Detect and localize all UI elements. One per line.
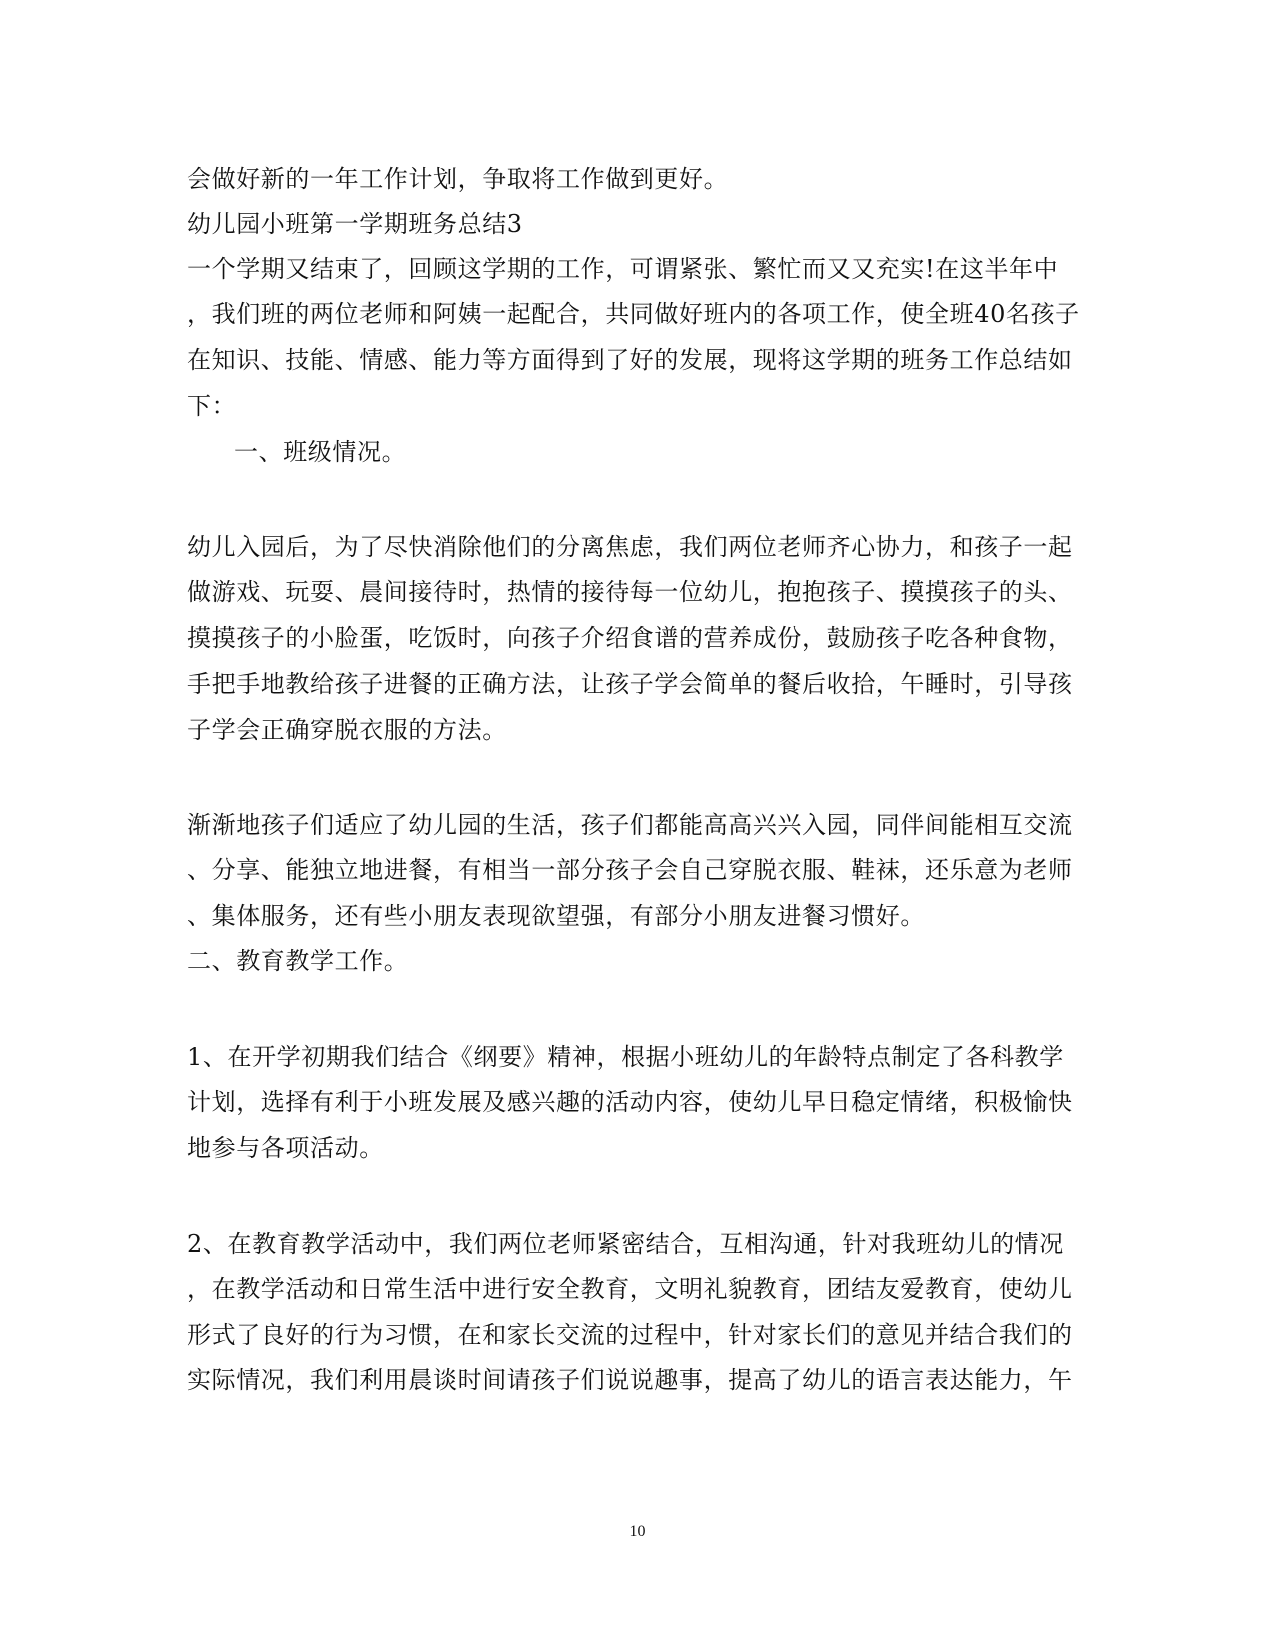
subsection-heading: 一、班级情况。 (234, 438, 407, 466)
text-line: 一个学期又结束了，回顾这学期的工作，可谓紧张、繁忙而又又充实!在这半年中 (187, 255, 1059, 283)
text-line: 会做好新的一年工作计划，争取将工作做到更好。 (187, 165, 729, 193)
text-line: 在知识、技能、情感、能力等方面得到了好的发展，现将这学期的班务工作总结如 (187, 346, 1073, 374)
text-line: 、集体服务，还有些小朋友表现欲望强，有部分小朋友进餐习惯好。 (187, 902, 925, 930)
text-line: 摸摸孩子的小脸蛋，吃饭时，向孩子介绍食谱的营养成份，鼓励孩子吃各种食物， (187, 624, 1073, 652)
page-number: 10 (629, 1523, 646, 1540)
text-line: 实际情况，我们利用晨谈时间请孩子们说说趣事，提高了幼儿的语言表达能力，午 (187, 1366, 1073, 1394)
text-line: 渐渐地孩子们适应了幼儿园的生活，孩子们都能高高兴兴入园，同伴间能相互交流 (187, 811, 1073, 839)
text-line: 幼儿入园后，为了尽快消除他们的分离焦虑，我们两位老师齐心协力，和孩子一起 (187, 533, 1073, 561)
text-line: 2、在教育教学活动中，我们两位老师紧密结合，互相沟通，针对我班幼儿的情况 (187, 1230, 1064, 1258)
text-line: 子学会正确穿脱衣服的方法。 (187, 716, 507, 744)
text-line: ，我们班的两位老师和阿姨一起配合，共同做好班内的各项工作，使全班40名孩子 (187, 300, 1080, 328)
text-line: 形式了良好的行为习惯，在和家长交流的过程中，针对家长们的意见并结合我们的 (187, 1321, 1073, 1349)
text-line: 手把手地教给孩子进餐的正确方法，让孩子学会简单的餐后收拾，午睡时，引导孩 (187, 670, 1073, 698)
text-line: 地参与各项活动。 (187, 1134, 384, 1162)
subsection-heading: 二、教育教学工作。 (187, 947, 409, 975)
text-line: 1、在开学初期我们结合《纲要》精神，根据小班幼儿的年龄特点制定了各科教学 (187, 1043, 1064, 1071)
text-line: 下： (187, 392, 237, 420)
text-line: ，在教学活动和日常生活中进行安全教育，文明礼貌教育，团结友爱教育，使幼儿 (187, 1275, 1073, 1303)
text-line: 计划，选择有利于小班发展及感兴趣的活动内容，使幼儿早日稳定情绪，积极愉快 (187, 1088, 1073, 1116)
text-line: 、分享、能独立地进餐，有相当一部分孩子会自己穿脱衣服、鞋袜，还乐意为老师 (187, 856, 1073, 884)
text-line: 做游戏、玩耍、晨间接待时，热情的接待每一位幼儿，抱抱孩子、摸摸孩子的头、 (187, 578, 1073, 606)
section-heading: 幼儿园小班第一学期班务总结3 (187, 210, 523, 238)
